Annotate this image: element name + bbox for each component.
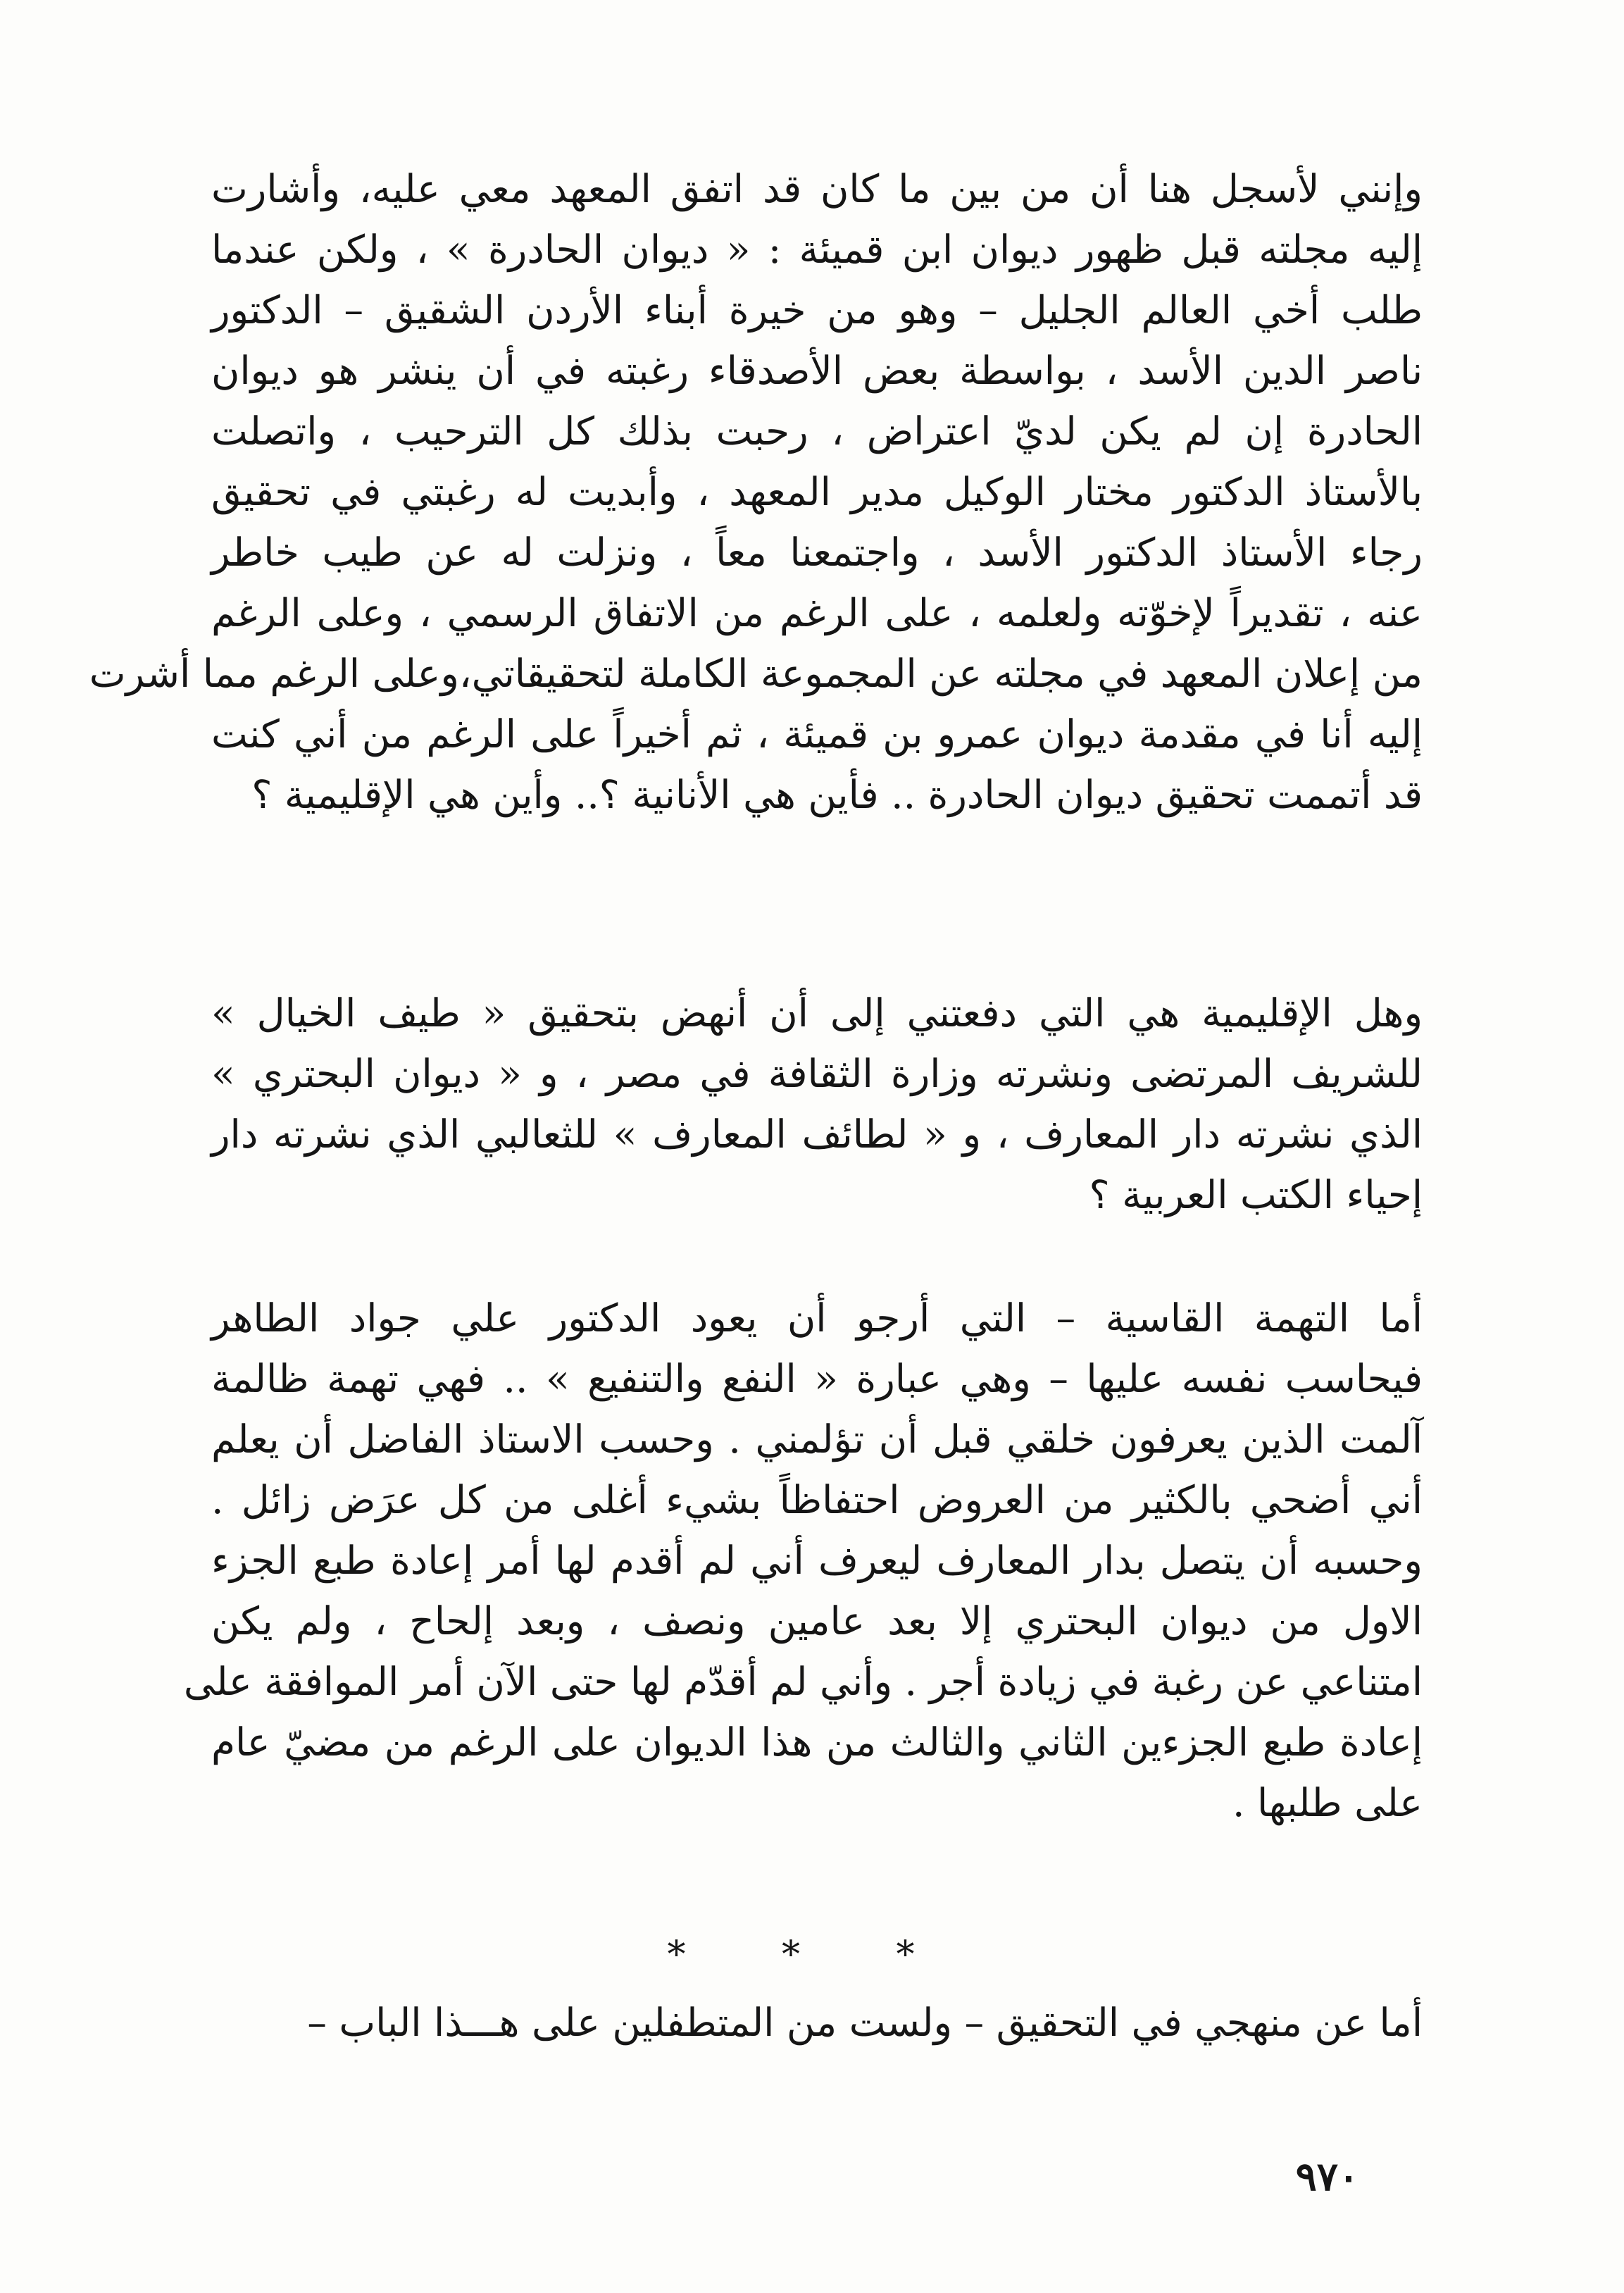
paragraph-3 — [183, 1288, 1423, 1833]
paragraph-2 — [211, 983, 1423, 1225]
paragraph-line: على طلبها . — [1232, 1780, 1423, 1825]
paragraph-line: وحسبه أن يتصل بدار المعارف ليعرف أني لم أقدم لها أمر إعادة طبع الجزء — [211, 1538, 1423, 1583]
paragraph-line: الذي نشرته دار المعارف ، و « لطائف المعارف » للثعالبي الذي نشرته دار — [211, 1112, 1423, 1157]
paragraph-line: إليه أنا في مقدمة ديوان عمرو بن قميئة ، ثم أخيراً على الرغم من أني كنت — [211, 711, 1423, 757]
closing-paragraph — [211, 1992, 1423, 2053]
paragraph-1 — [89, 159, 1423, 825]
paragraph-line: الاول من ديوان البحتري إلا بعد عامين ونصف ، وبعد إلحاح ، ولم يكن — [211, 1598, 1423, 1643]
paragraph-line: الحادرة إن لم يكن لديّ اعتراض ، رحبت بذلك كل الترحيب ، واتصلت — [211, 409, 1423, 454]
closing-line: أما عن منهجي في التحقيق – ولست من المتطفلين على هـــذا الباب – — [307, 2000, 1423, 2045]
paragraph-line: للشريف المرتضى ونشرته وزارة الثقافة في مصر ، و « ديوان البحتري » — [211, 1051, 1423, 1096]
paragraph-line: رجاء الأستاذ الدكتور الأسد ، واجتمعنا معاً ، ونزلت له عن طيب خاطر — [211, 530, 1423, 575]
paragraph-line: آلمت الذين يعرفون خلقي قبل أن تؤلمني . وحسب الاستاذ الفاضل أن يعلم — [211, 1417, 1423, 1462]
page-number: ٩٧٠ — [1295, 2154, 1359, 2200]
paragraph-line: من إعلان المعهد في مجلته عن المجموعة الكاملة لتحقيقاتي،وعلى الرغم مما أشرت — [89, 651, 1423, 696]
paragraph-line: أما التهمة القاسية – التي أرجو أن يعود الدكتور علي جواد الطاهر — [211, 1295, 1423, 1341]
paragraph-line: أني أضحي بالكثير من العروض احتفاظاً بشيء أغلى من كل عرَض زائل . — [211, 1477, 1423, 1522]
section-separator: * * * — [667, 1934, 957, 1976]
paragraph-line: وإنني لأسجل هنا أن من بين ما كان قد اتفق المعهد معي عليه، وأشارت — [211, 166, 1423, 211]
paragraph-line: طلب أخي العالم الجليل – وهو من خيرة أبناء الأردن الشقيق – الدكتور — [211, 287, 1423, 333]
paragraph-line: قد أتممت تحقيق ديوان الحادرة .. فأين هي الأنانية ؟.. وأين هي الإقليمية ؟ — [251, 772, 1423, 817]
paragraph-line: وهل الإقليمية هي التي دفعتني إلى أن أنهض بتحقيق « طيف الخيال » — [211, 990, 1423, 1036]
paragraph-line: عنه ، تقديراً لإخوّته ولعلمه ، على الرغم من الاتفاق الرسمي ، وعلى الرغم — [211, 590, 1423, 635]
paragraph-line: إعادة طبع الجزءين الثاني والثالث من هذا الديوان على الرغم من مضيّ عام — [211, 1720, 1423, 1765]
paragraph-line: إليه مجلته قبل ظهور ديوان ابن قميئة : « ديوان الحادرة » ، ولكن عندما — [211, 227, 1423, 272]
paragraph-line: إحياء الكتب العربية ؟ — [1089, 1172, 1423, 1217]
paragraph-line: ناصر الدين الأسد ، بواسطة بعض الأصدقاء رغبته في أن ينشر هو ديوان — [211, 348, 1423, 393]
paragraph-line: فيحاسب نفسه عليها – وهي عبارة « النفع والتنفيع » .. فهي تهمة ظالمة — [211, 1356, 1423, 1401]
paragraph-line: بالأستاذ الدكتور مختار الوكيل مدير المعهد ، وأبديت له رغبتي في تحقيق — [211, 469, 1423, 514]
paragraph-line: امتناعي عن رغبة في زيادة أجر . وأني لم أقدّم لها حتى الآن أمر الموافقة على — [183, 1659, 1423, 1704]
